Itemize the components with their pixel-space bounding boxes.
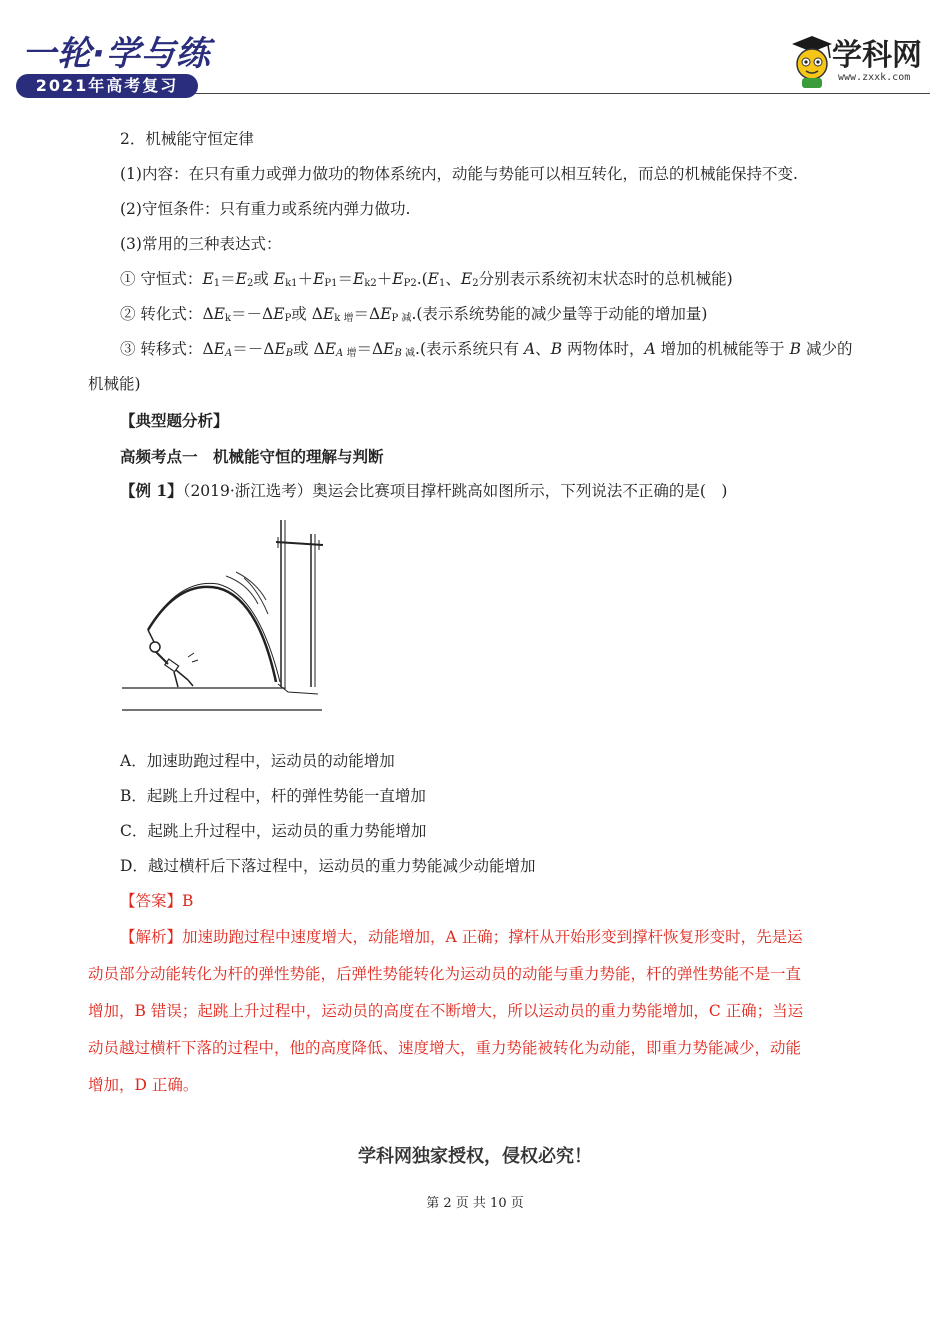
option-b: B．起跳上升过程中，杆的弹性势能一直增加	[120, 787, 426, 805]
pole-vault-illustration	[118, 512, 328, 717]
form-conversion: ② 转化式：$\Delta E_k=-\Delta E_P$或 $\Delta E_{k 增}=\Delta E_{P 减}$.(表示系统势能的减少量等于动能的增加量)	[120, 305, 708, 324]
answer: 【答案】B	[120, 892, 194, 910]
copyright-notice: 学科网独家授权，侵权必究！	[358, 1146, 592, 1167]
option-d: D．越过横杆后下落过程中，运动员的重力势能减少动能增加	[120, 857, 536, 875]
explanation-line-4: 动员越过横杆下落的过程中，他的高度降低、速度增大，重力势能被转化为动能，即重力势能减少，动能	[88, 1039, 802, 1057]
forms-heading: (3)常用的三种表达式：	[120, 235, 282, 253]
topic-title: 高频考点一 机械能守恒的理解与判断	[120, 447, 384, 466]
example-question: 【例 1】（2019·浙江选考）奥运会比赛项目撑杆跳高如图所示，下列说法不正确的是( )	[120, 481, 728, 500]
law-content: (1)内容：在只有重力或弹力做功的物体系统内，动能与势能可以相互转化，而总的机械能保持不变.	[120, 165, 798, 183]
form-conservation: ① 守恒式：$E_1=E_2$或 $E_{k1}+E_{P1}=E_{k2}+E_{P2}.(E_1$、$E_2$分别表示系统初末状态时的总机械能)	[120, 270, 733, 289]
option-c: C．起跳上升过程中，运动员的重力势能增加	[120, 822, 427, 840]
explanation-line-1: 【解析】加速助跑过程中速度增大，动能增加，A 正确；撑杆从开始形变到撑杆恢复形变时，先是运	[120, 928, 803, 946]
page-number: 第 2 页 共 10 页	[426, 1196, 524, 1211]
explanation-line-2: 动员部分动能转化为杆的弹性势能，后弹性势能转化为运动员的动能与重力势能，杆的弹性势能不是一直	[88, 965, 802, 983]
option-a: A．加速助跑过程中，运动员的动能增加	[120, 752, 395, 770]
section-heading: 2．机械能守恒定律	[120, 130, 254, 148]
law-condition: (2)守恒条件：只有重力或系统内弹力做功.	[120, 200, 411, 218]
analysis-title: 【典型题分析】	[120, 411, 229, 430]
logo-url: www.zxxk.com	[838, 72, 911, 83]
logo-text: 学科网	[832, 38, 922, 73]
form-transfer-cont: 机械能)	[88, 375, 141, 393]
explanation-line-3: 增加，B 错误；起跳上升过程中，运动员的高度在不断增大，所以运动员的重力势能增加，C 正确；当运	[88, 1002, 804, 1020]
explanation-line-5: 增加，D 正确。	[88, 1076, 199, 1094]
brand-badge: 2021年高考复习	[16, 74, 198, 98]
header-divider	[195, 93, 930, 94]
brand-title: 一轮·学与练	[22, 34, 211, 74]
form-transfer: ③ 转移式：$\Delta E_A=-\Delta E_B$或 $\Delta E_A$ $_增=\Delta E_B$ $_减$.(表示系统只有 A、B 两物体时，A 增加的机械能等于 B 减少的	[120, 340, 853, 359]
